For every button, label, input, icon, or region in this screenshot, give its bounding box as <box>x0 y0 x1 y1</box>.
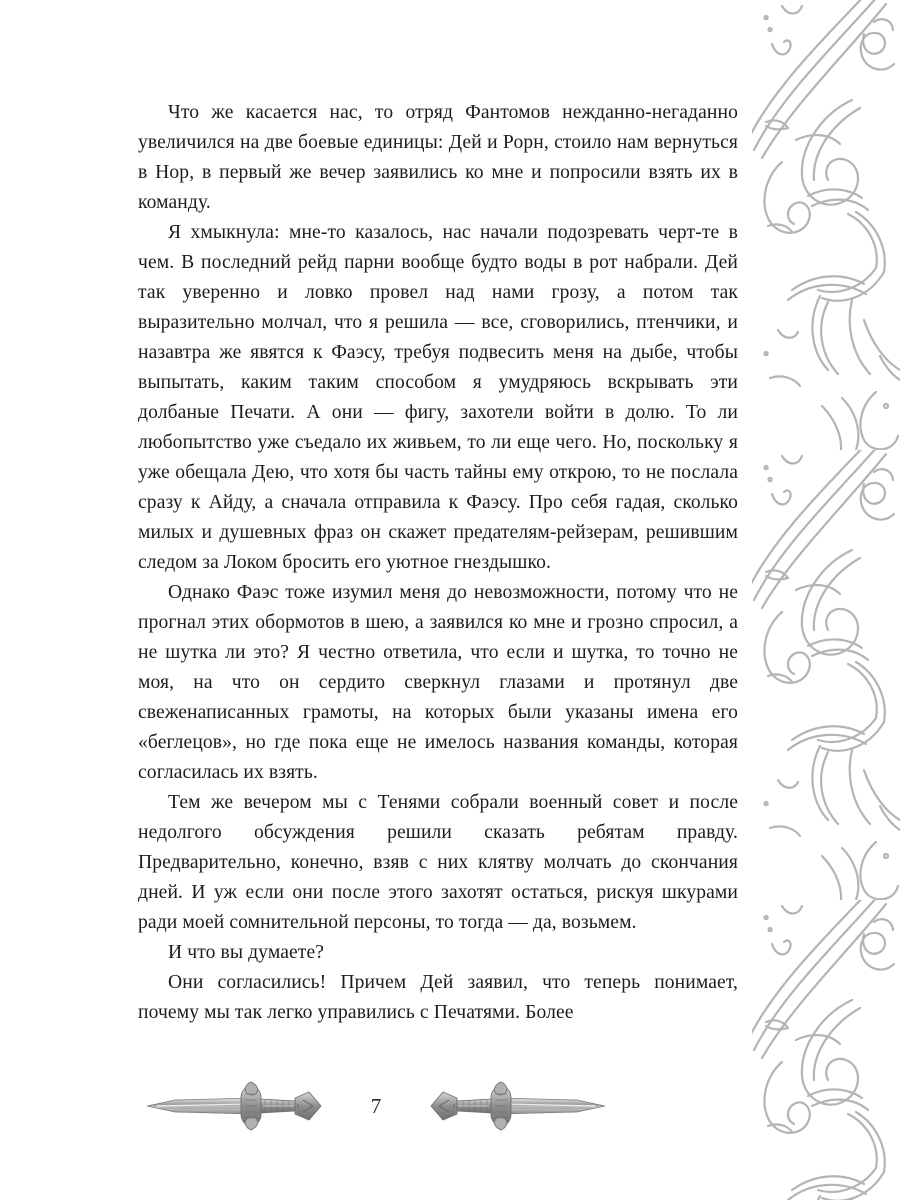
sword-icon <box>145 1078 345 1134</box>
filigree-swirl-icon <box>752 0 900 450</box>
sword-icon <box>407 1078 607 1134</box>
paragraph: Однако Фаэс тоже изумил меня до невозможности, потому что не прогнал этих обормотов в шею, а заявился ко мне и грозно спросил, а не шутка ли это? Я честно ответила, что если и шутка, то точно не моя, на что он сердито сверкнул глазами и протянул две свеженаписанных грамоты, на которых были указаны имена его «беглецов», но где пока еще не имелось названия команды, которая согласилась их взять. <box>138 582 738 783</box>
page-number: 7 <box>370 1093 382 1118</box>
paragraph: Они согласились! Причем Дей заявил, что теперь понимает, почему мы так легко управились с Печатями. Более <box>138 972 738 1023</box>
sword-ornament-right <box>407 1078 607 1134</box>
paragraph: Я хмыкнула: мне-то казалось, нас начали подозревать черт-те в чем. В последний рейд парни вообще будто воды в рот набрали. Дей так уверенно и ловко провел над нами грозу, а потом так выразительно молчал, что я решила — все, сговорились, птенчики, и назавтра же явятся к Фаэсу, требуя подвесить меня на дыбе, чтобы выпытать, каким таким способом я умудряюсь вскрывать эти долбаные Печати. А они — фигу, захотели войти в долю. То ли любопытство уже съедало их живьем, то ли еще чего. Но, поскольку я уже обещала Дею, что хотя бы часть тайны ему открою, то не послала сразу к Айду, а сначала отправила к Фаэсу. Про себя гадая, сколько милых и душевных фраз он скажет предателям-рейзерам, решившим следом за Локом бросить его уютное гнездышко. <box>138 222 738 573</box>
paragraph: Что же касается нас, то отряд Фантомов нежданно-негаданно увеличился на две боевые единицы: Дей и Рорн, стоило нам вернуться в Нор, в первый же вечер заявились ко мне и попросили взять их в команду. <box>138 102 738 213</box>
paragraph: Тем же вечером мы с Тенями собрали военный совет и после недолгого обсуждения решили сказать ребятам правду. Предварительно, конечно, взяв с них клятву молчать до скончания дней. И уж если они после этого захотят остаться, рискуя шкурами ради моей сомнительной персоны, то тогда — да, возьмем. <box>138 792 738 933</box>
page-footer <box>0 1078 752 1134</box>
paragraph: И что вы думаете? <box>168 942 325 963</box>
body-text-column <box>138 98 738 1028</box>
filigree-swirl-icon <box>752 900 900 1200</box>
filigree-swirl-icon <box>752 450 900 900</box>
side-border-ornament <box>752 0 900 1200</box>
sword-ornament-left <box>145 1078 345 1134</box>
